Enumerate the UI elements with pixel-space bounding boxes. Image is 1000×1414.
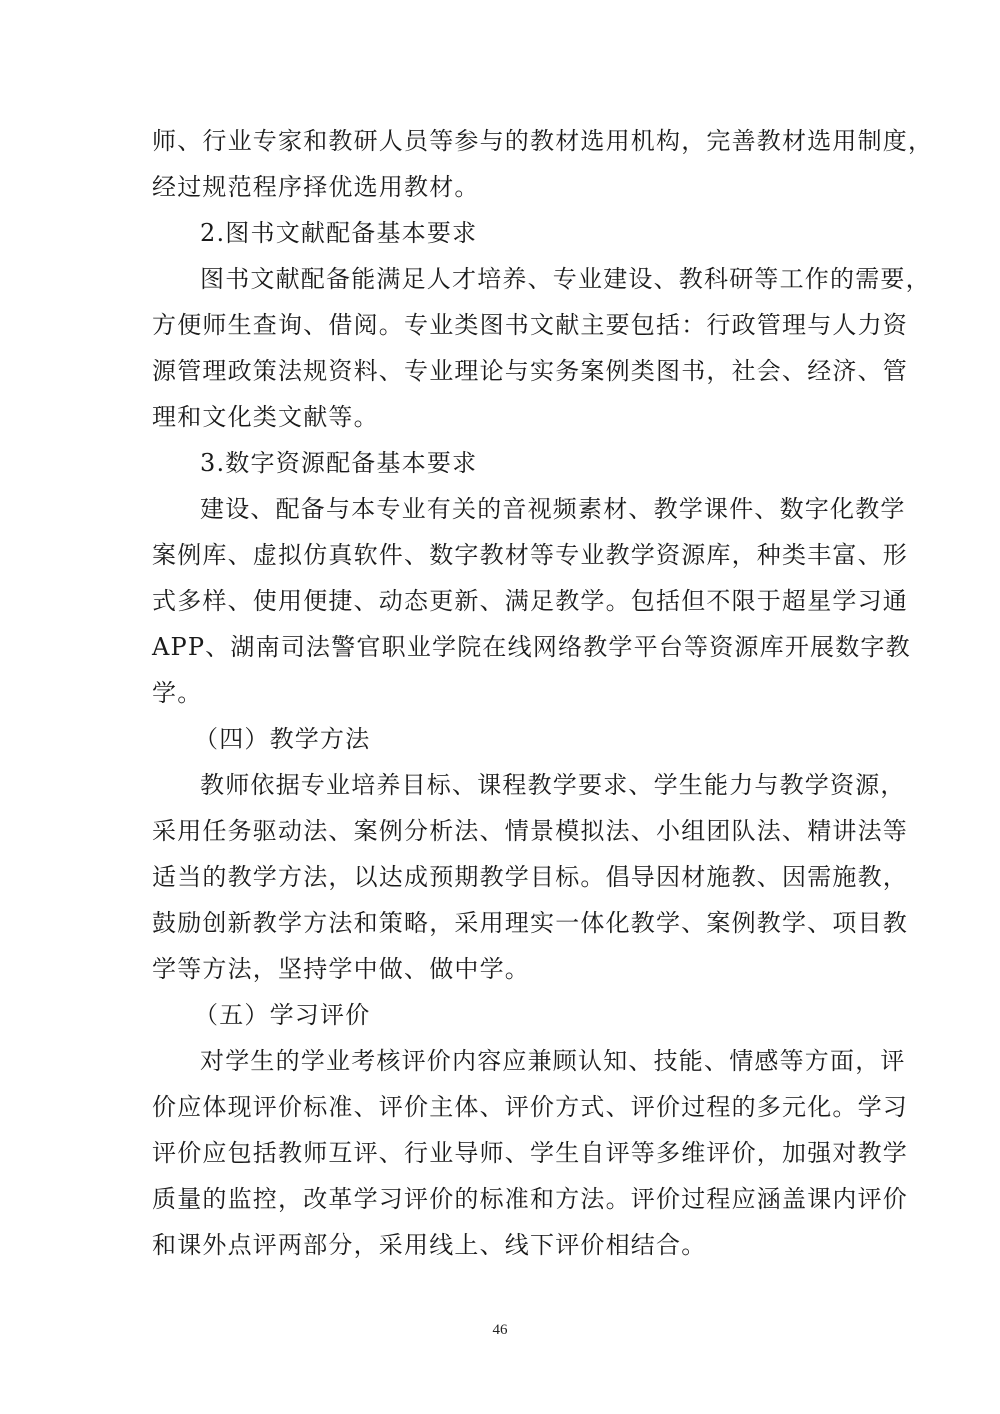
paragraph-line: 方便师生查询、借阅。专业类图书文献主要包括：行政管理与人力资 [152,311,908,339]
paragraph-line: 适当的教学方法，以达成预期教学目标。倡导因材施教、因需施教， [152,863,908,891]
paragraph-line: 和课外点评两部分，采用线上、线下评价相结合。 [152,1231,707,1259]
section-heading: （四）教学方法 [194,725,371,753]
paragraph-line: 采用任务驱动法、案例分析法、情景模拟法、小组团队法、精讲法等 [152,817,908,845]
section-heading: （五）学习评价 [194,1001,371,1029]
paragraph-line: 鼓励创新教学方法和策略，采用理实一体化教学、案例教学、项目教 [152,909,908,937]
paragraph-line: 师、行业专家和教研人员等参与的教材选用机构，完善教材选用制度， [152,127,934,155]
paragraph-line: 教师依据专业培养目标、课程教学要求、学生能力与教学资源， [200,771,906,799]
section-heading: 2.图书文献配备基本要求 [200,219,478,247]
paragraph-line: 案例库、虚拟仿真软件、数字教材等专业教学资源库，种类丰富、形 [152,541,908,569]
paragraph-line: 图书文献配备能满足人才培养、专业建设、教科研等工作的需要， [200,265,931,293]
paragraph-line: 价应体现评价标准、评价主体、评价方式、评价过程的多元化。学习 [152,1093,908,1121]
paragraph-line: APP、湖南司法警官职业学院在线网络教学平台等资源库开展数字教 [152,633,911,661]
paragraph-line: 质量的监控，改革学习评价的标准和方法。评价过程应涵盖课内评价 [152,1185,908,1213]
paragraph-line: 学。 [152,679,203,707]
paragraph-line: 对学生的学业考核评价内容应兼顾认知、技能、情感等方面，评 [200,1047,906,1075]
section-heading: 3.数字资源配备基本要求 [200,449,478,477]
paragraph-line: 源管理政策法规资料、专业理论与实务案例类图书，社会、经济、管 [152,357,908,385]
paragraph-line: 经过规范程序择优选用教材。 [152,173,480,201]
paragraph-line: 理和文化类文献等。 [152,403,379,431]
page-number: 46 [492,1322,508,1338]
paragraph-line: 学等方法，坚持学中做、做中学。 [152,955,530,983]
paragraph-line: 评价应包括教师互评、行业导师、学生自评等多维评价，加强对教学 [152,1139,908,1167]
paragraph-line: 建设、配备与本专业有关的音视频素材、教学课件、数字化教学 [200,495,906,523]
paragraph-line: 式多样、使用便捷、动态更新、满足教学。包括但不限于超星学习通 [152,587,908,615]
